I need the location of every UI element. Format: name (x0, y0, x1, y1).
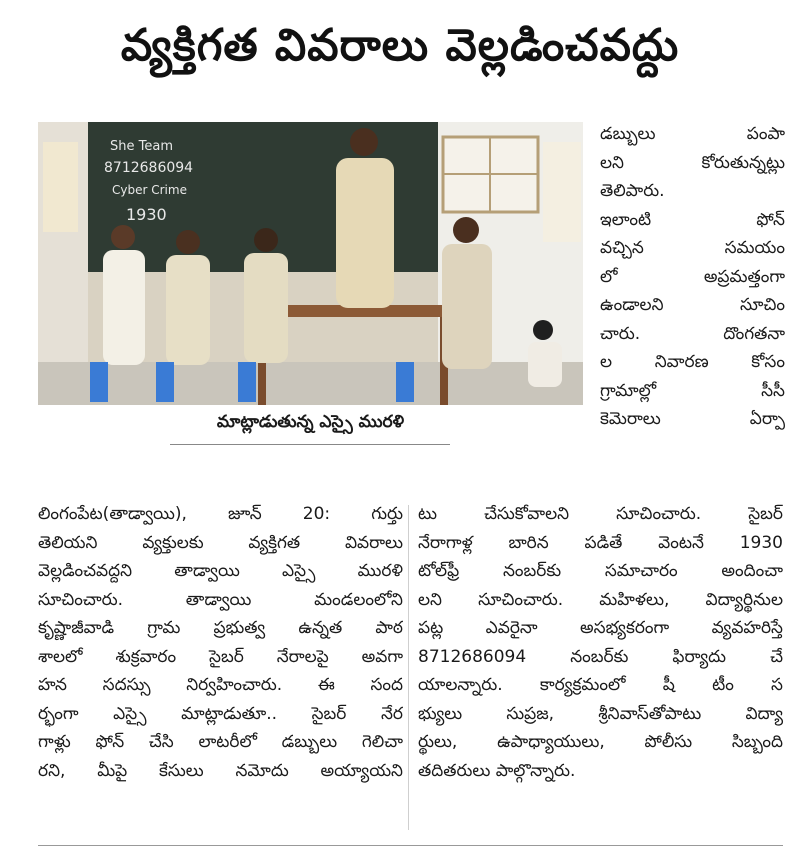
text-line: ఉండాలని సూచిం (600, 295, 785, 315)
text-line: యాలన్నారు. కార్యక్రమంలో షీ టీం స (418, 675, 783, 695)
text-line: లని సూచించారు. మహిళలు, విద్యార్థినుల (418, 589, 783, 610)
board-text-4: 1930 (126, 205, 167, 224)
text-line: కెమెరాలు ఏర్పా (600, 409, 785, 429)
text-line: టు చేసుకోవాలని సూచించారు. సైబర్ (418, 504, 783, 524)
text-line: శాలలో శుక్రవారం సైబర్ నేరాలపై అవగా (38, 646, 403, 667)
column-divider (408, 505, 409, 830)
board-text-1: She Team (110, 139, 173, 154)
text-line: గాళ్లు ఫోన్ చేసి లాటరీలో డబ్బులు గెలిచా (38, 732, 403, 752)
text-line: భ్యులు సుప్రజ, శ్రీనివాస్‌తోపాటు విద్యా (418, 703, 783, 724)
headline: వ్యక్తిగత వివరాలు వెల్లడించవద్దు (120, 20, 680, 71)
text-line: గ్రామాల్లో సీసీ (600, 380, 785, 401)
text-line: ల నివారణ కోసం (600, 352, 785, 372)
text-line: పట్ల ఎవరైనా అసభ్యకరంగా వ్యవహరిస్తే (418, 618, 783, 638)
text-line: 8712686094 నంబర్‌కు ఫిర్యాదు చే (418, 646, 783, 667)
text-line: హన సదస్సు నిర్వహించారు. ఈ సంద (38, 675, 403, 695)
text-line: సూచించారు. తాడ్వాయి మండలంలోని (38, 589, 403, 610)
text-line: లింగంపేట(తాడ్వాయి), జూన్ 20: గుర్తు (38, 504, 403, 524)
photo-caption: మాట్లాడుతున్న ఎస్సై మురళి (216, 412, 405, 432)
text-line: వెల్లడించవద్దని తాడ్వాయి ఎస్సై మురళి (38, 561, 403, 581)
text-line: ర్థులు, ఉపాధ్యాయులు, పోలీసు సిబ్బంది (418, 732, 783, 752)
text-line: తెలియని వ్యక్తులకు వ్యక్తిగత వివరాలు (38, 532, 403, 553)
text-line: కృష్ణాజీవాడి గ్రామ ప్రభుత్వ ఉన్నత పాఠ (38, 618, 403, 638)
text-line: లో అప్రమత్తంగా (600, 266, 785, 287)
text-line: చారు. దొంగతనా (600, 323, 785, 344)
text-line: టోల్‌ఫ్రీ నంబర్‌కు సమాచారం అందించా (418, 561, 783, 581)
left-column (38, 500, 403, 785)
text-line: తెలిపారు. (600, 181, 665, 201)
text-line: వచ్చిన సమయం (600, 238, 785, 258)
right-column (600, 120, 785, 434)
text-line: ఇలాంటి ఫోన్ (600, 209, 785, 230)
bottom-rule (38, 845, 783, 846)
text-line: తదితరులు పాల్గొన్నారు. (418, 760, 576, 781)
text-line: నేరాగాళ్ల బారిన పడితే వెంటనే 1930 (418, 532, 783, 553)
board-text-2: 8712686094 (104, 160, 194, 176)
text-line: ర్భంగా ఎస్సై మాట్లాడుతూ.. సైబర్ నేర (38, 703, 403, 724)
middle-column (418, 500, 783, 785)
caption-rule (170, 444, 450, 445)
text-line: రని, మీపై కేసులు నమోదు అయ్యాయని (38, 760, 403, 781)
board-text-3: Cyber Crime (112, 183, 187, 197)
text-line: లని కోరుతున్నట్లు (600, 152, 785, 173)
news-photo (38, 122, 583, 405)
text-line: డబ్బులు పంపా (600, 124, 785, 144)
